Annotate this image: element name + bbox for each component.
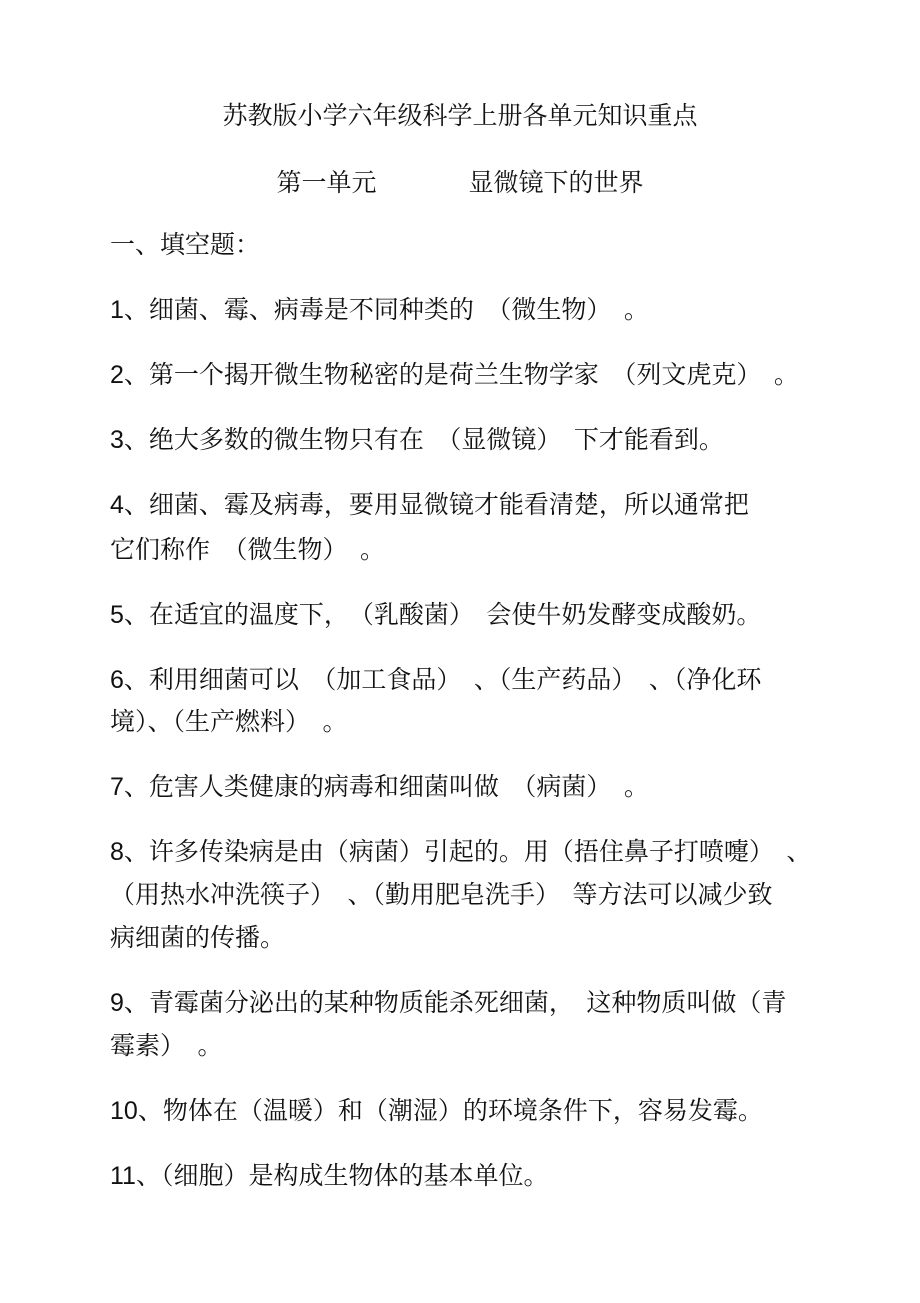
question-text: 、细菌、霉及病毒，要用显微镜才能看清楚，所以通常把 [123, 490, 749, 519]
question-text: 、物体在（温暖）和（潮湿）的环境条件下，容易发霉。 [137, 1096, 763, 1125]
question-number: 2 [110, 361, 124, 389]
question-9 [110, 986, 786, 1020]
question-2 [110, 358, 799, 392]
question-number: 3 [110, 426, 124, 454]
question-number: 10 [110, 1097, 138, 1125]
question-number: 6 [110, 666, 124, 694]
question-number: 11 [110, 1162, 136, 1190]
question-number: 8 [110, 838, 124, 866]
question-text: 、细菌、霉、病毒是不同种类的 （微生物） 。 [123, 295, 649, 324]
question-text: 、第一个揭开微生物秘密的是荷兰生物学家 （列文虎克） 。 [123, 360, 799, 389]
question-7 [110, 770, 649, 804]
question-text: 、（细胞）是构成生物体的基本单位。 [135, 1161, 549, 1190]
question-text: 、在适宜的温度下， （乳酸菌） 会使牛奶发酵变成酸奶。 [123, 600, 762, 629]
question-5 [110, 598, 761, 632]
question-8-continuation: （用热水冲洗筷子） 、（勤用肥皂洗手） 等方法可以减少致 [110, 880, 773, 909]
question-3 [110, 423, 724, 457]
question-8-continuation: 病细菌的传播。 [110, 923, 286, 952]
section-heading: 一、填空题： [110, 230, 261, 259]
question-number: 7 [110, 773, 124, 801]
document-title: 苏教版小学六年级科学上册各单元知识重点 [222, 101, 698, 130]
question-text: 、许多传染病是由（病菌）引起的。用（捂住鼻子打喷嚏） 、 [123, 837, 812, 866]
question-6 [110, 663, 761, 697]
question-text: 、危害人类健康的病毒和细菌叫做 （病菌） 。 [123, 772, 649, 801]
question-10 [110, 1094, 763, 1128]
question-text: 、青霉菌分泌出的某种物质能杀死细菌， 这种物质叫做（青 [123, 988, 787, 1017]
question-number: 1 [110, 296, 124, 324]
question-text: 、利用细菌可以 （加工食品） 、（生产药品） 、（净化环 [123, 665, 762, 694]
unit-title [0, 163, 920, 199]
question-8 [110, 835, 811, 869]
question-number: 5 [110, 601, 124, 629]
unit-number: 第一单元 [276, 168, 377, 197]
question-4 [110, 488, 749, 522]
question-9-continuation: 霉素） 。 [110, 1031, 223, 1060]
question-6-continuation: 境）、（生产燃料） 。 [110, 707, 348, 736]
question-1 [110, 293, 649, 327]
unit-name: 显微镜下的世界 [468, 168, 644, 197]
question-4-continuation: 它们称作 （微生物） 。 [110, 535, 386, 564]
question-number: 4 [110, 491, 124, 519]
question-text: 、绝大多数的微生物只有在 （显微镜） 下才能看到。 [123, 425, 724, 454]
question-number: 9 [110, 989, 124, 1017]
question-11 [110, 1159, 548, 1193]
